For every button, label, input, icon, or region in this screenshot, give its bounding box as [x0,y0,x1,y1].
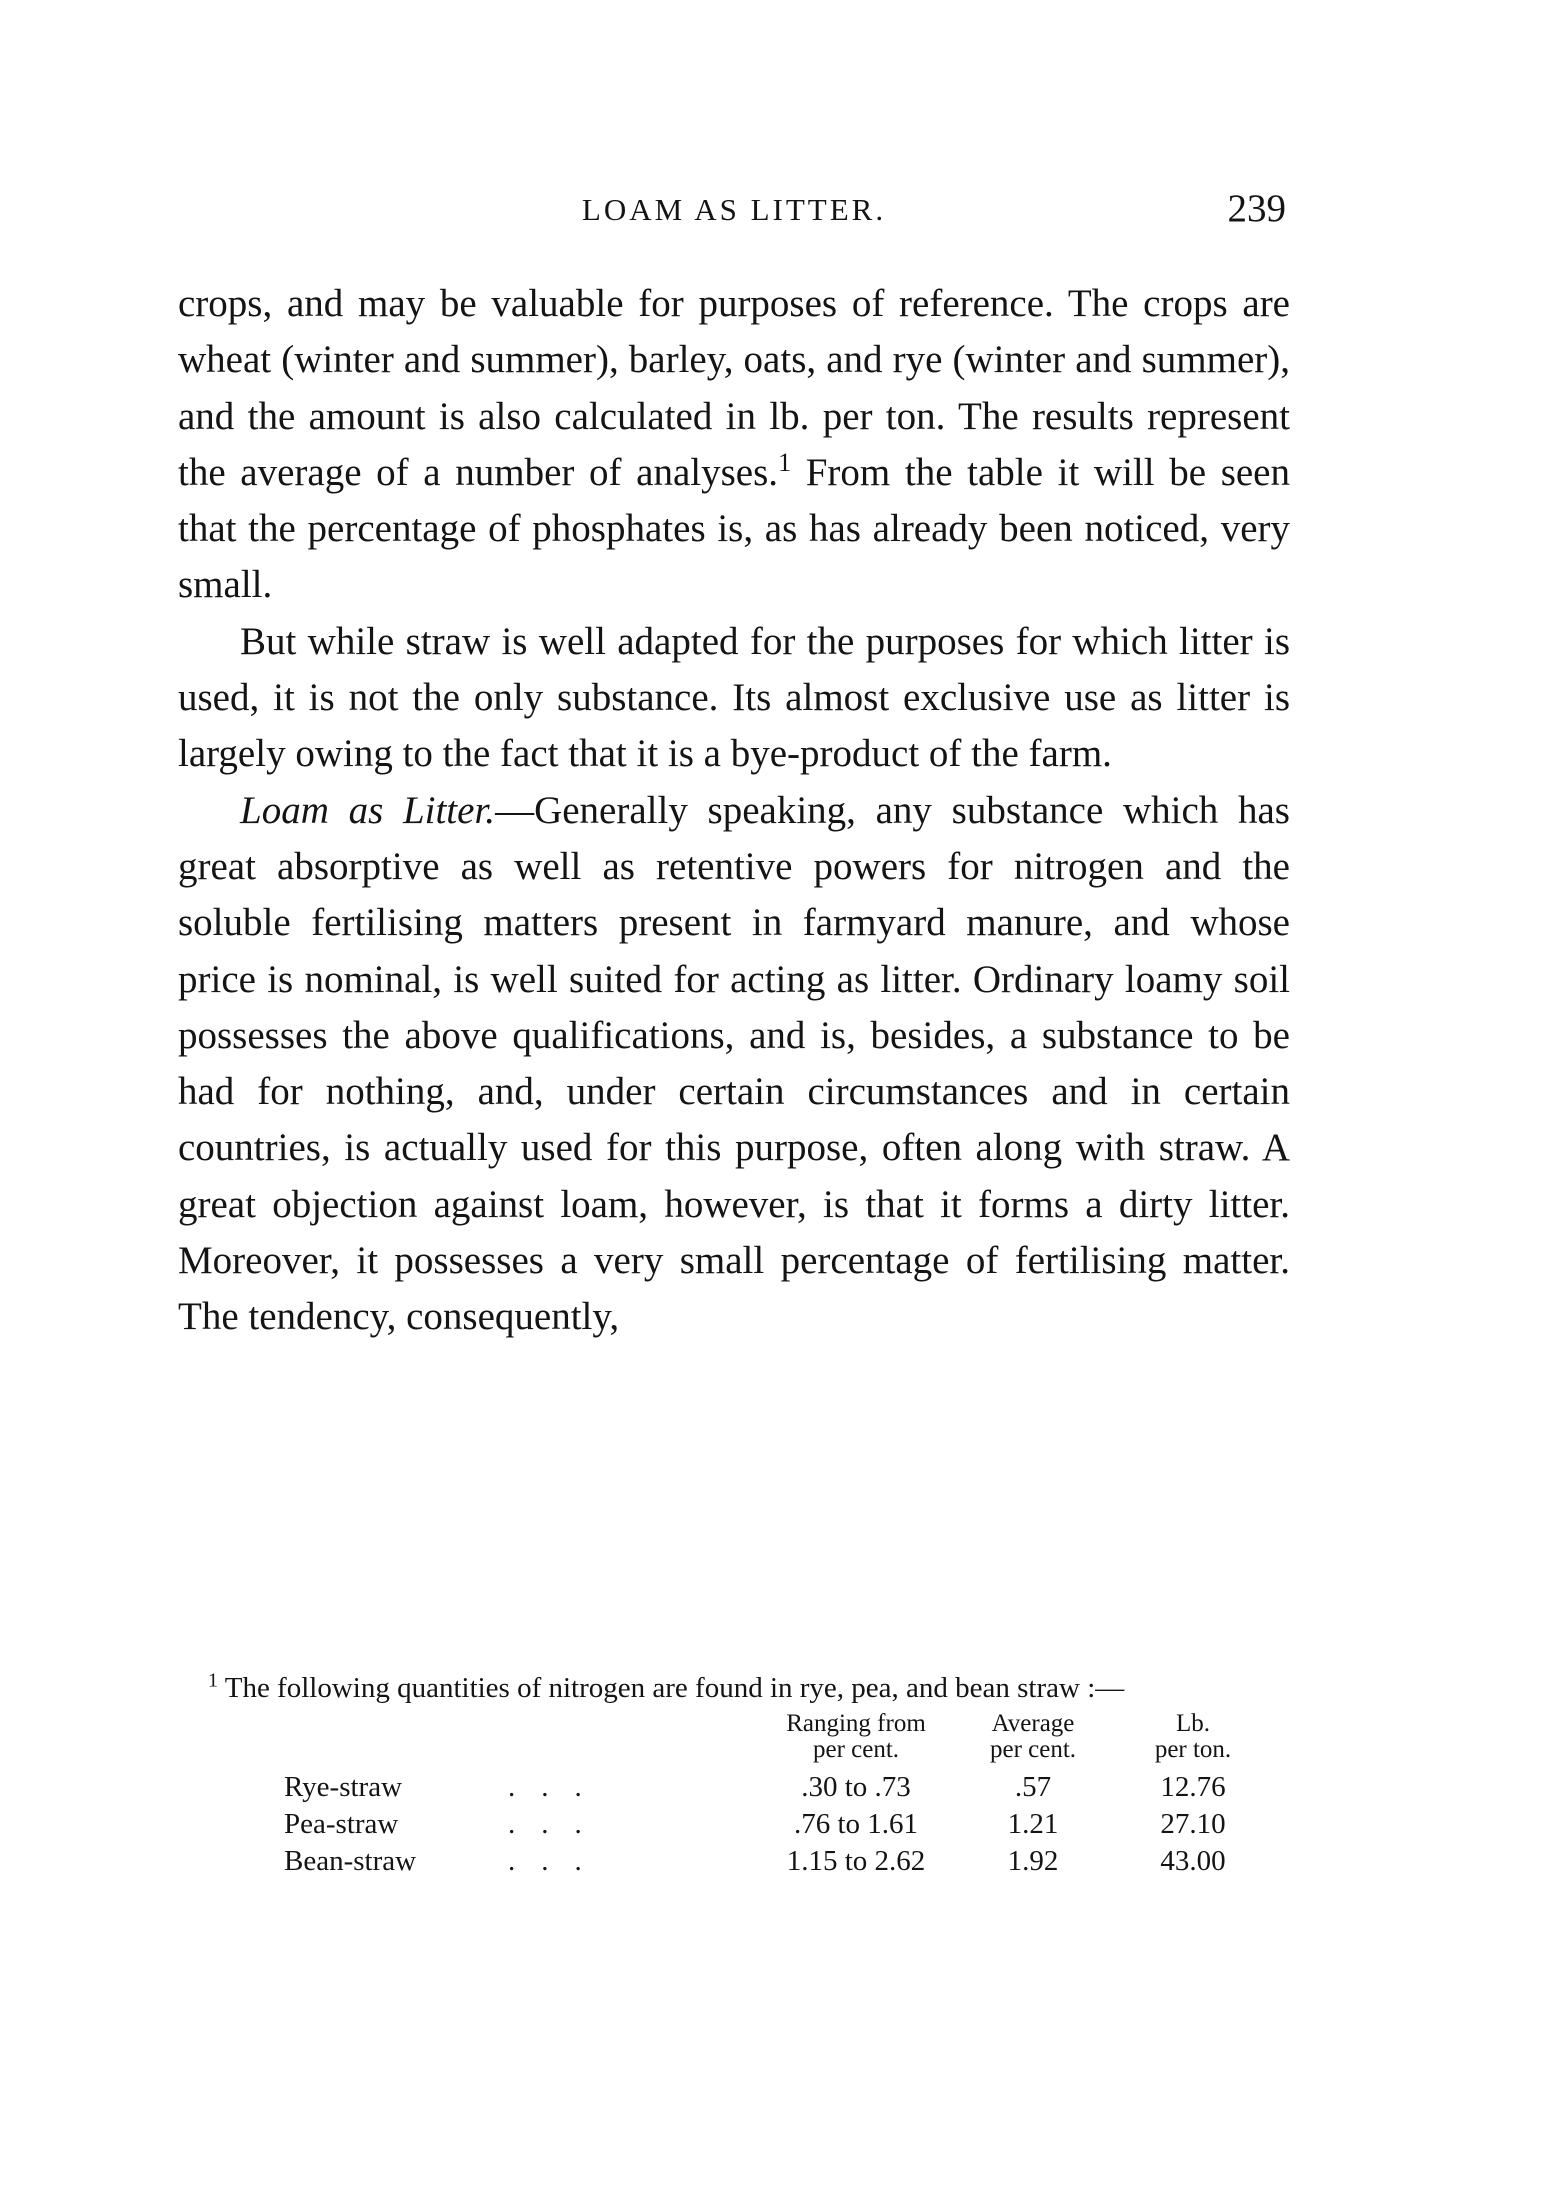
column-header-lb-line-1: Lb. [1175,1710,1211,1737]
row-lb-per-ton: 27.10 [1160,1808,1226,1840]
paragraph-1-tail: From the table it will be seen that the percentage of phosphates is, as has already been noticed, very small. [178,450,1290,607]
row-label: Pea-straw [284,1808,399,1840]
column-header-average [948,1711,1118,1763]
leader-dots: ... [508,1845,608,1877]
row-lb-per-ton: 43.00 [1160,1845,1226,1877]
footnote-marker: 1 [208,1669,218,1692]
row-average: 1.21 [1007,1808,1059,1840]
column-header-average-line-1: Average [991,1710,1075,1737]
column-header-lb-line-2: per ton. [1154,1736,1232,1763]
column-header-range [746,1711,966,1763]
paragraph-2: But while straw is well adapted for the purposes for which litter is used, it is not the only substance. Its almost exclusive use as litter is largely owing to the fact that it is a bye-product of the farm. [178,619,1290,776]
footnote-text [178,1670,1290,1707]
table-row [178,1769,1290,1805]
paragraph-continued [178,276,1290,614]
page-number: 239 [1227,187,1286,230]
paragraph-1-text: crops, and may be valuable for purposes of reference. The crops are wheat (winter and summer), barley, oats, and rye (winter and summer), and the amount is also calculated in lb. per ton. The results represent the average of a number of analyses. [178,282,1290,494]
row-label: Rye-straw [284,1771,403,1803]
column-header-range-line-1: Ranging from [786,1710,926,1737]
paragraph-3 [178,783,1290,1346]
row-average: 1.92 [1007,1845,1059,1877]
table-row [178,1843,1290,1879]
footnote-body: The following quantities of nitrogen are found in rye, pea, and bean straw :— [218,1672,1125,1704]
column-header-range-line-2: per cent. [812,1736,900,1763]
footnote [178,1670,1290,1931]
column-header-lb [1118,1711,1268,1763]
row-average: .57 [1014,1771,1052,1803]
column-header-average-line-2: per cent. [989,1736,1077,1763]
section-heading: Loam as Litter. [240,788,496,832]
footnote-reference: 1 [778,447,792,477]
leader-dots: ... [508,1771,608,1803]
row-lb-per-ton: 12.76 [1160,1771,1226,1803]
paragraph-3-text: —Generally speaking, any substance which has great absorptive as well as retentive powers for nitrogen and the soluble fertilising matters present in farmyard manure, and whose price is nominal, is well suited for acting as litter. Ordinary loamy soil possesses the above qualifications, and is, besides, a substance to be had for nothing, and, under certain circumstances and in certain countries, is actually used for this purpose, often along with straw. A great objection against loam, however, is that it forms a dirty litter. Moreover, it possesses a very small percentage of fertilising matter. The tendency, consequently, [178,788,1290,1339]
row-range: .30 to .73 [801,1771,911,1803]
row-range: .76 to 1.61 [793,1808,919,1840]
body-text [178,276,1290,1346]
running-title: LOAM AS LITTER. [581,192,887,227]
nitrogen-table [178,1711,1290,1931]
leader-dots: ... [508,1808,608,1840]
row-label: Bean-straw [284,1845,417,1877]
running-head [178,186,1290,236]
table-row [178,1806,1290,1842]
row-range: 1.15 to 2.62 [786,1845,926,1877]
